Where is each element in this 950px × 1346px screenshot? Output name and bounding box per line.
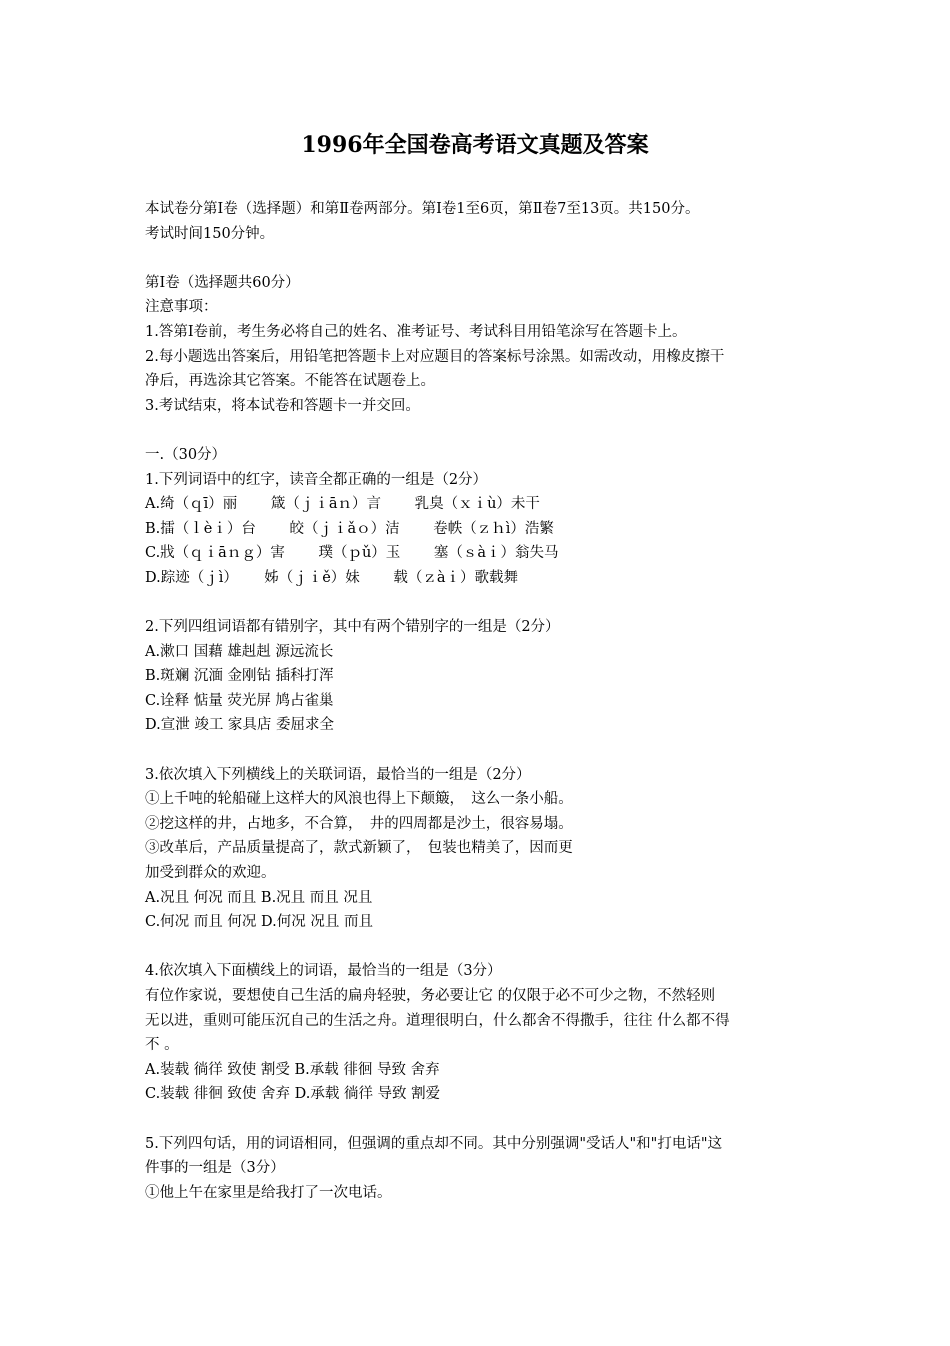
page-title: 1996年全国卷高考语文真题及答案 bbox=[301, 132, 649, 158]
answer-option: D.踪迹（ｊì） 姊（ｊｉě）妹 载（ｚàｉ）歌载舞 bbox=[145, 569, 519, 586]
question-stem: 2.下列四组词语都有错别字，其中有两个错别字的一组是（2分） bbox=[145, 619, 560, 636]
notice-item: 3.考试结束，将本试卷和答题卡一并交回。 bbox=[145, 397, 420, 414]
question-sentence: ③改革后，产品质量提高了，款式新颖了， 包装也精美了，因而更 bbox=[145, 840, 573, 857]
answer-option: A.绮（ｑī）丽 箴（ｊｉāｎ）言 乳臭（ｘｉù）未干 bbox=[145, 496, 540, 513]
answer-option: C.装载 徘徊 致使 舍弃 D.承载 徜徉 导致 割爱 bbox=[145, 1086, 441, 1103]
intro-line: 考试时间150分钟。 bbox=[145, 225, 275, 242]
answer-option: D.宣泄 竣工 家具店 委屈求全 bbox=[145, 717, 335, 734]
answer-option: C.戕（ｑｉāｎｇ）害 璞（ｐǔ）玉 塞（ｓàｉ）翁失马 bbox=[145, 545, 559, 562]
answer-option: C.何况 而且 何况 D.何况 况且 而且 bbox=[145, 914, 373, 931]
answer-option: A.况且 何况 而且 B.况且 而且 况且 bbox=[145, 889, 373, 906]
part1-heading: 第Ⅰ卷（选择题共60分） bbox=[145, 274, 300, 291]
question-passage: 无以进，重则可能压沉自己的生活之舟。道理很明白，什么都舍不得撒手，往往 什么都不得 bbox=[145, 1012, 730, 1029]
question-sentence: 加受到群众的欢迎。 bbox=[145, 865, 276, 882]
question-1 bbox=[145, 443, 810, 591]
section-heading: 一.（30分） bbox=[145, 446, 227, 463]
question-passage: 有位作家说，要想使自己生活的扁舟轻驶，务必要让它 的仅限于必不可少之物，不然轻则 bbox=[145, 988, 716, 1004]
question-stem: 3.依次填入下列横线上的关联词语，最恰当的一组是（2分） bbox=[145, 766, 531, 783]
answer-option: B.擂（ｌèｉ）台 皎（ｊｉǎｏ）洁 卷帙（ｚｈì）浩繁 bbox=[145, 520, 554, 537]
question-stem: 5.下列四句话，用的词语相同，但强调的重点却不同。其中分别强调"受话人"和"打电话"这 bbox=[145, 1135, 723, 1152]
question-stem: 件事的一组是（3分） bbox=[145, 1160, 285, 1177]
notice-item: 净后，再选涂其它答案。不能答在试题卷上。 bbox=[145, 373, 435, 390]
question-5 bbox=[145, 1132, 810, 1206]
question-passage: 不 。 bbox=[145, 1037, 179, 1054]
question-sentence: ①他上午在家里是给我打了一次电话。 bbox=[145, 1184, 392, 1201]
question-3 bbox=[145, 763, 810, 935]
question-sentence: ②挖这样的井，占地多，不合算， 井的四周都是沙土，很容易塌。 bbox=[145, 815, 573, 832]
notice-label: 注意事项： bbox=[145, 299, 218, 316]
answer-option: A.装载 徜徉 致使 割受 B.承载 徘徊 导致 舍弃 bbox=[145, 1061, 440, 1078]
question-stem: 1.下列词语中的红字，读音全都正确的一组是（2分） bbox=[145, 471, 488, 488]
notice-item: 2.每小题选出答案后，用铅笔把答题卡上对应题目的答案标号涂黑。如需改动，用橡皮擦干 bbox=[145, 348, 725, 365]
intro-paragraph bbox=[145, 197, 810, 246]
intro-line: 本试卷分第Ⅰ卷（选择题）和第Ⅱ卷两部分。第Ⅰ卷1至6页，第Ⅱ卷7至13页。共150分。 bbox=[145, 201, 700, 217]
answer-option: A.漱口 国藉 雄赳赳 源远流长 bbox=[145, 643, 334, 660]
notice-item: 1.答第Ⅰ卷前，考生务必将自己的姓名、准考证号、考试科目用铅笔涂写在答题卡上。 bbox=[145, 323, 687, 340]
question-sentence: ①上千吨的轮船碰上这样大的风浪也得上下颠簸， 这么一条小船。 bbox=[145, 791, 573, 808]
answer-option: B.斑斓 沉湎 金刚钻 插科打浑 bbox=[145, 668, 334, 685]
part1-instructions bbox=[145, 271, 810, 419]
question-stem: 4.依次填入下面横线上的词语，最恰当的一组是（3分） bbox=[145, 963, 502, 980]
question-2 bbox=[145, 615, 810, 738]
question-4 bbox=[145, 959, 810, 1107]
answer-option: C.诠释 惦量 荧光屏 鸠占雀巢 bbox=[145, 692, 334, 709]
document-body bbox=[145, 197, 810, 1205]
